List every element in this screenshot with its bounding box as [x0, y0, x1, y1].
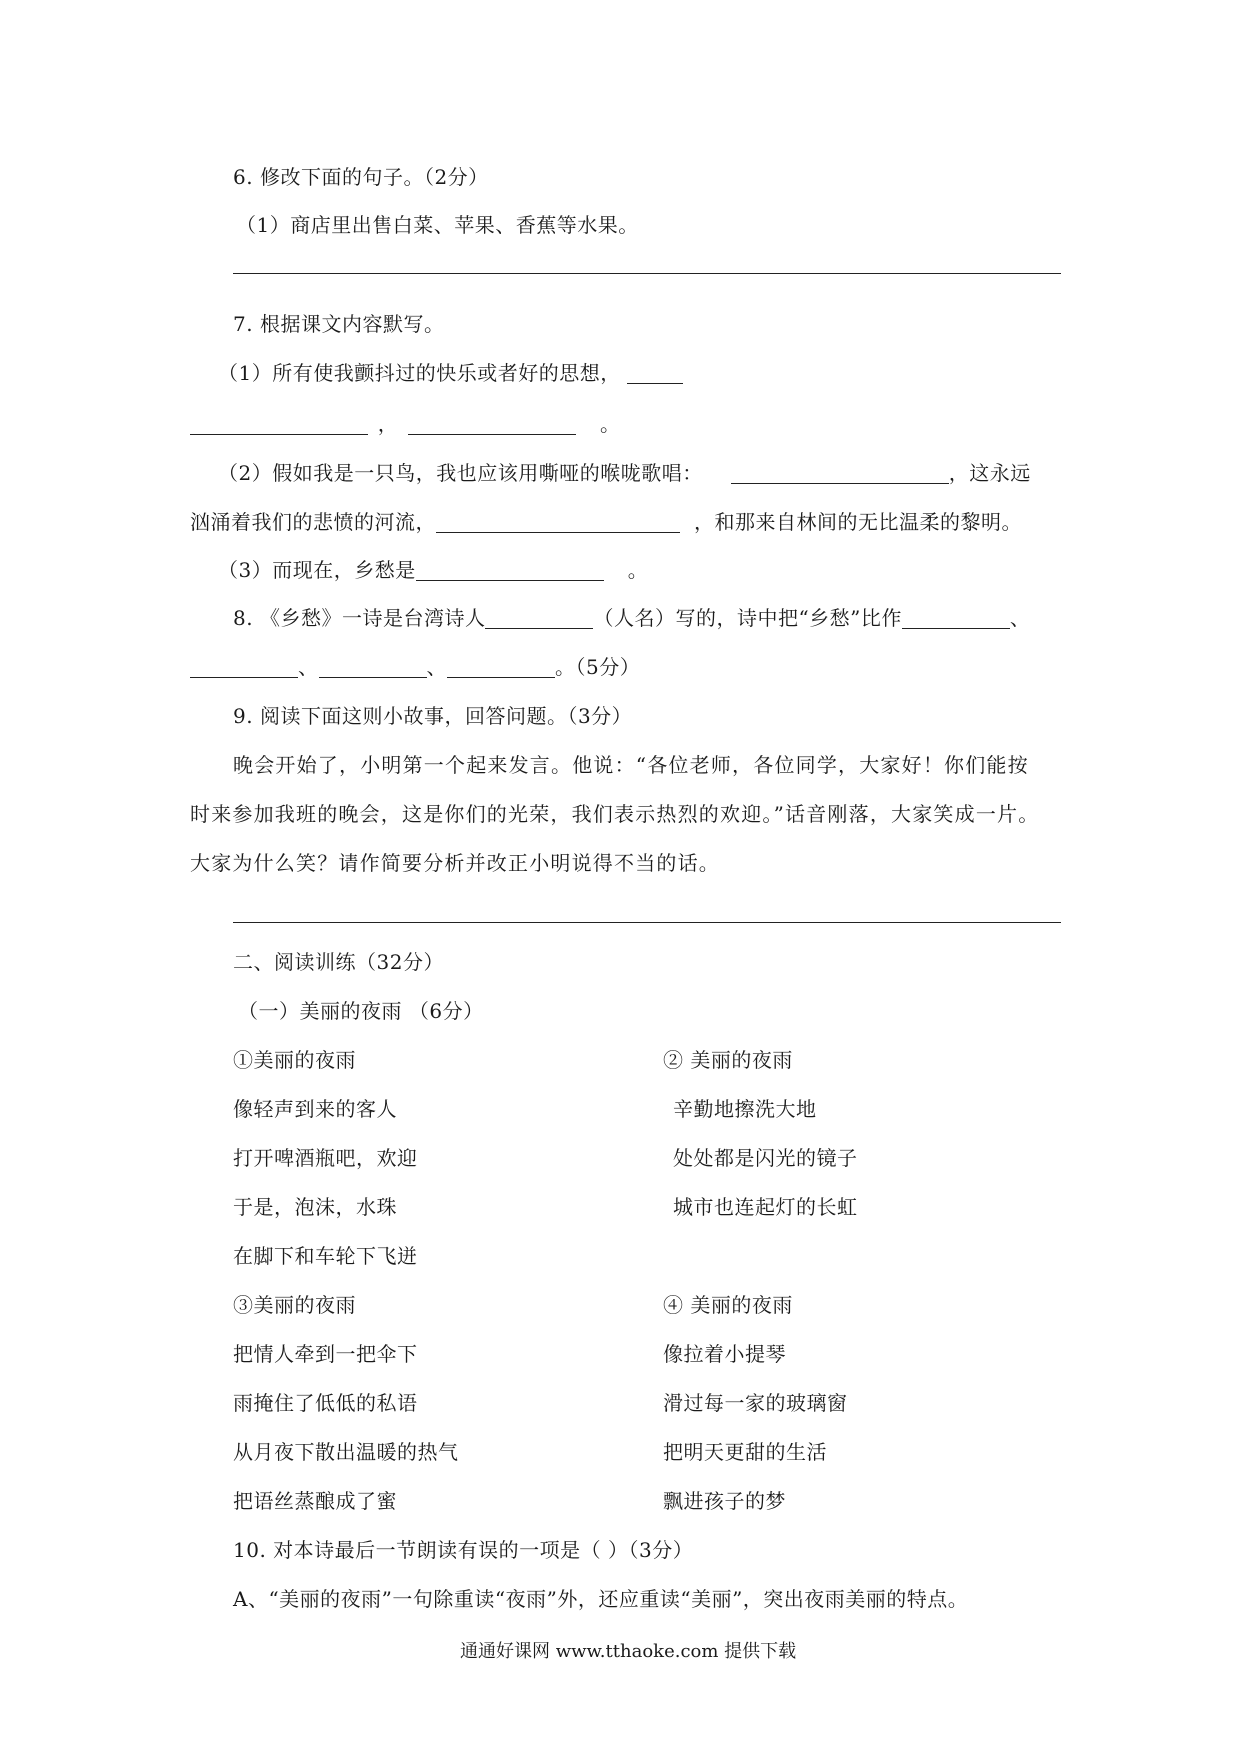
stanza-4-line-1: ④ 美丽的夜雨 [663, 1293, 793, 1317]
blank-8-4[interactable] [447, 657, 555, 678]
question-7-item-3 [218, 557, 648, 583]
stanza-1-line-5: 在脚下和车轮下飞迸 [233, 1244, 418, 1268]
answer-line-6[interactable] [233, 273, 1061, 274]
blank-7-2b[interactable] [436, 512, 680, 533]
question-8-text-c: 、 [1009, 606, 1031, 630]
question-7-item-3-text-a: （3）而现在，乡愁是 [218, 558, 416, 582]
question-8-text-e: 、 [426, 655, 447, 679]
stanza-4-line-3: 滑过每一家的玻璃窗 [663, 1391, 848, 1415]
question-9-title: 9. 阅读下面这则小故事，回答问题。（3分） [233, 704, 633, 728]
question-8-text-f: 。（5分） [555, 655, 641, 679]
blank-7-1a[interactable] [627, 363, 683, 384]
section-2-title: 二、阅读训练（32分） [233, 950, 444, 974]
stanza-1-line-1: ①美丽的夜雨 [233, 1048, 356, 1072]
question-7-title: 7. 根据课文内容默写。 [233, 312, 445, 336]
question-7-item-1-cont [190, 411, 621, 437]
question-6-title: 6. 修改下面的句子。（2分） [233, 165, 489, 189]
question-7-item-2 [218, 460, 1031, 486]
section-2-subtitle: （一）美丽的夜雨 （6分） [238, 999, 484, 1023]
period: 。 [600, 412, 621, 436]
stanza-1-line-4: 于是，泡沫，水珠 [233, 1195, 397, 1219]
stanza-2-line-1: ② 美丽的夜雨 [663, 1048, 793, 1072]
question-7-item-1-text: （1）所有使我颤抖过的快乐或者好的思想， [218, 361, 621, 385]
story-line-3: 大家为什么笑？请作简要分析并改正小明说得不当的话。 [190, 851, 720, 875]
stanza-3-line-4: 从月夜下散出温暖的热气 [233, 1440, 459, 1464]
blank-8-2[interactable] [190, 657, 298, 678]
blank-7-2a[interactable] [731, 463, 949, 484]
page-footer: 通通好课网 www.tthaoke.com 提供下载 [460, 1641, 797, 1662]
question-10-title: 10. 对本诗最后一节朗读有误的一项是（ ）（3分） [233, 1538, 694, 1562]
stanza-4-line-5: 飘进孩子的梦 [663, 1489, 786, 1513]
question-10-option-a: A、“美丽的夜雨”一句除重读“夜雨”外，还应重读“美丽”，突出夜雨美丽的特点。 [233, 1587, 969, 1611]
stanza-4-line-2: 像拉着小提琴 [663, 1342, 786, 1366]
comma: ， [377, 412, 399, 436]
stanza-4-line-4: 把明天更甜的生活 [663, 1440, 827, 1464]
blank-8-poet[interactable] [485, 608, 593, 629]
question-8-cont [190, 654, 640, 680]
question-7-item-3-text-b: 。 [627, 558, 649, 582]
blank-8-3[interactable] [319, 657, 427, 678]
question-7-item-2-text-a: （2）假如我是一只鸟，我也应该用嘶哑的喉咙歌唱： [218, 461, 703, 485]
story-line-2: 时来参加我班的晚会，这是你们的光荣，我们表示热烈的欢迎。”话音刚落，大家笑成一片。 [190, 802, 1040, 826]
stanza-2-line-4: 城市也连起灯的长虹 [673, 1195, 858, 1219]
story-line-1: 晚会开始了，小明第一个起来发言。他说：“各位老师，各位同学，大家好！你们能按 [233, 753, 1029, 777]
question-8-text-d: 、 [298, 655, 319, 679]
question-7-item-1 [218, 360, 683, 386]
blank-7-1b[interactable] [190, 414, 368, 435]
question-8-text-a: 8. 《乡愁》一诗是台湾诗人 [233, 606, 486, 630]
question-7-item-2-cont [190, 509, 1022, 535]
stanza-1-line-3: 打开啤酒瓶吧，欢迎 [233, 1146, 418, 1170]
blank-7-1c[interactable] [408, 414, 576, 435]
stanza-3-line-3: 雨掩住了低低的私语 [233, 1391, 418, 1415]
question-7-item-2-text-c: 汹涌着我们的悲愤的河流， [190, 510, 436, 534]
stanza-3-line-2: 把情人牵到一把伞下 [233, 1342, 418, 1366]
stanza-3-line-5: 把语丝蒸酿成了蜜 [233, 1489, 397, 1513]
stanza-2-line-3: 处处都是闪光的镜子 [673, 1146, 858, 1170]
stanza-1-line-2: 像轻声到来的客人 [233, 1097, 397, 1121]
stanza-3-line-1: ③美丽的夜雨 [233, 1293, 356, 1317]
question-8 [233, 605, 1030, 631]
question-6-item-1: （1）商店里出售白菜、苹果、香蕉等水果。 [236, 213, 639, 237]
blank-8-1[interactable] [902, 608, 1010, 629]
question-7-item-2-text-b: ，这永远 [948, 461, 1031, 485]
question-8-text-b: （人名）写的，诗中把“乡愁”比作 [593, 606, 902, 630]
stanza-2-line-2: 辛勤地擦洗大地 [673, 1097, 817, 1121]
question-7-item-2-text-d: ，和那来自林间的无比温柔的黎明。 [694, 510, 1022, 534]
blank-7-3[interactable] [416, 560, 604, 581]
answer-line-9[interactable] [233, 922, 1061, 923]
